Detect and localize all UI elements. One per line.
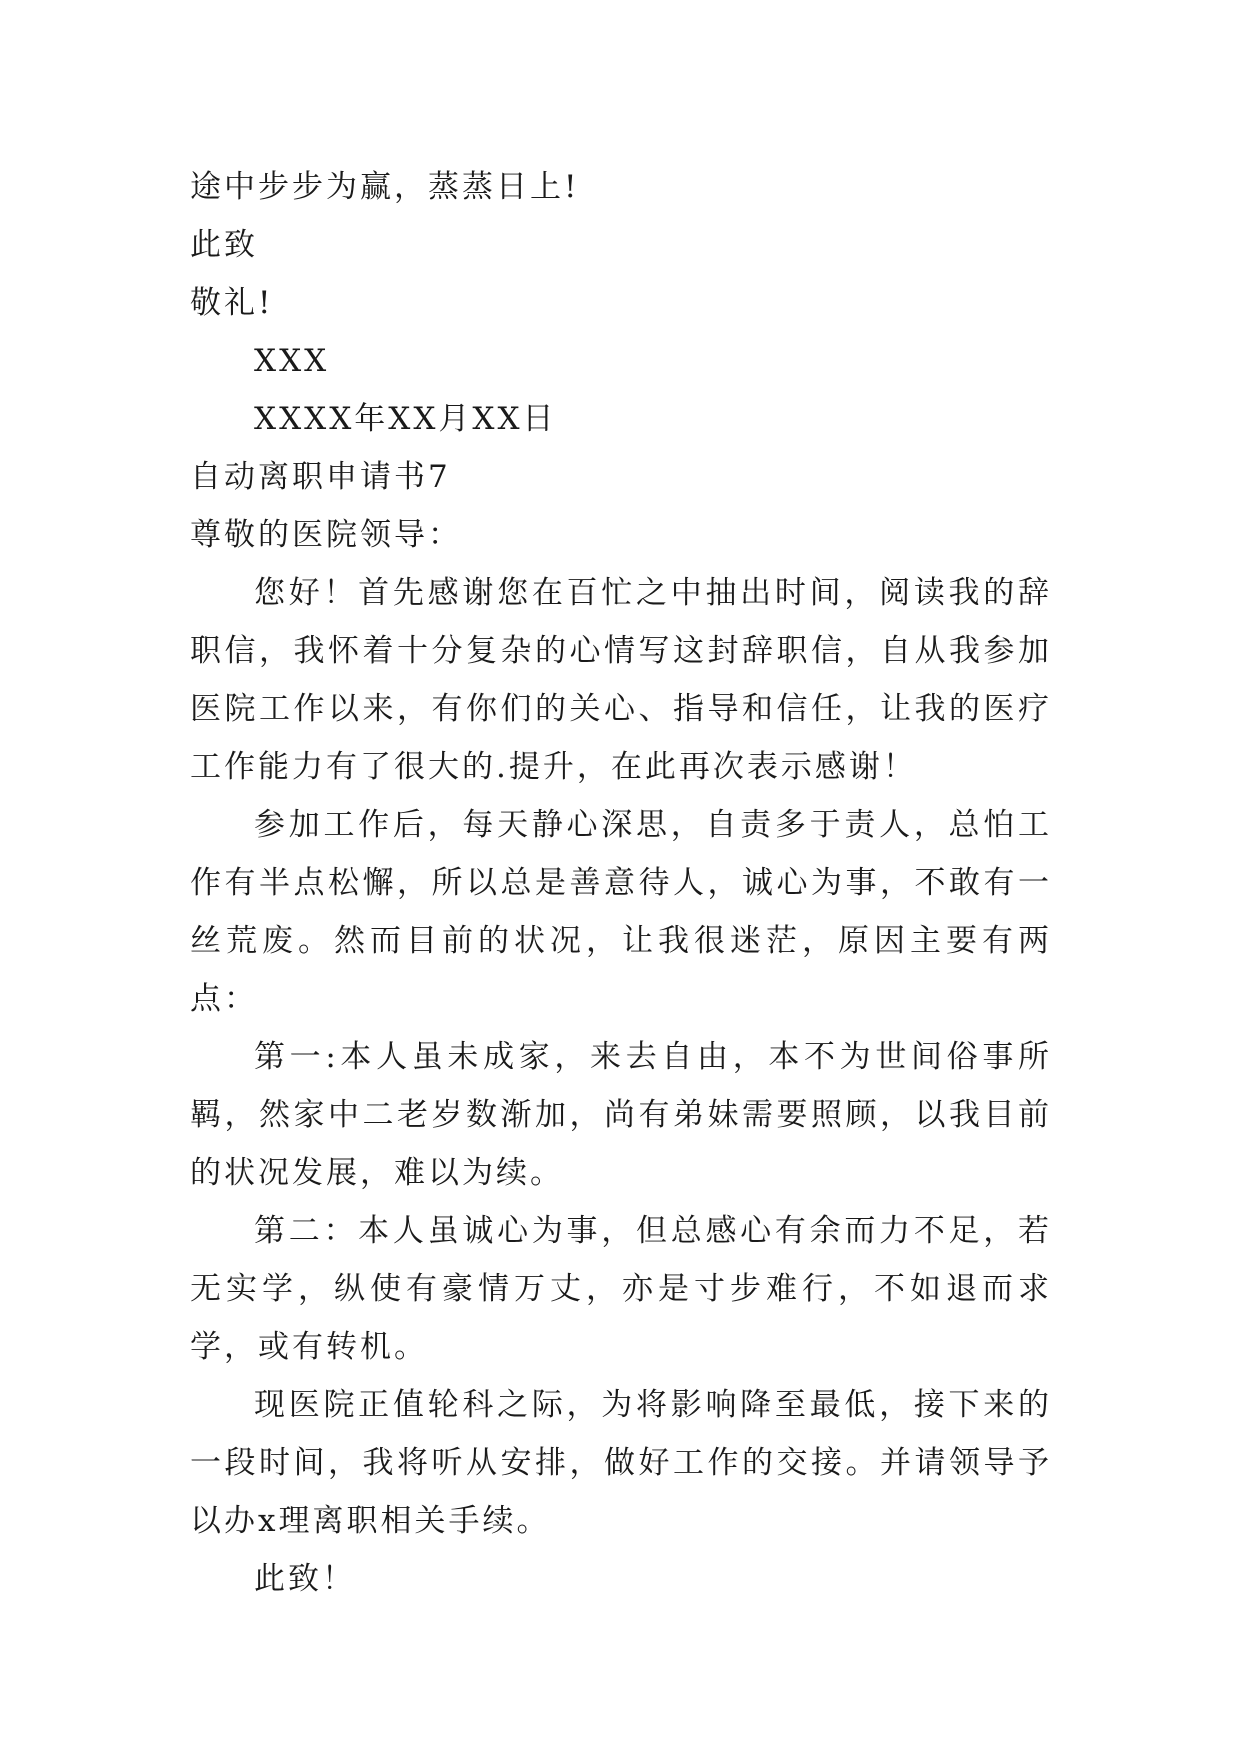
paragraph-handover: 现医院正值轮科之际，为将影响降至最低，接下来的一段时间，我将听从安排，做好工作的交接。并请领导予以办x理离职相关手续。 <box>190 1387 1052 1539</box>
document-body <box>190 158 1052 1608</box>
paragraph-reason-2: 第二：本人虽诚心为事，但总感心有余而力不足，若无实学，纵使有豪情万丈，亦是寸步难行，不如退而求学，或有转机。 <box>190 1213 1052 1365</box>
paragraph-reason-1: 第一:本人虽未成家，来去自由，本不为世间俗事所羁，然家中二老岁数渐加，尚有弟妹需要照顾，以我目前的状况发展，难以为续。 <box>190 1039 1052 1191</box>
closing-line: 途中步步为赢，蒸蒸日上! <box>190 169 580 205</box>
signature-date: XXXX年XX月XX日 <box>254 401 557 437</box>
section-title: 自动离职申请书7 <box>190 459 451 495</box>
signature-name: XXX <box>254 343 330 379</box>
paragraph-closing: 此致！ <box>254 1561 356 1597</box>
paragraph-greeting: 您好！首先感谢您在百忙之中抽出时间，阅读我的辞职信，我怀着十分复杂的心情写这封辞职信，自从我参加医院工作以来，有你们的关心、指导和信任，让我的医疗工作能力有了很大的.提升，在此再次表示感谢！ <box>190 575 1052 785</box>
recipient: 尊敬的医院领导： <box>190 517 462 553</box>
paragraph-work: 参加工作后，每天静心深思，自责多于责人，总怕工作有半点松懈，所以总是善意待人，诚心为事，不敢有一丝荒废。然而目前的状况，让我很迷茫，原因主要有两点： <box>190 807 1052 1017</box>
closing-salutation-1: 此致 <box>190 227 258 263</box>
closing-salutation-2: 敬礼! <box>190 285 274 321</box>
